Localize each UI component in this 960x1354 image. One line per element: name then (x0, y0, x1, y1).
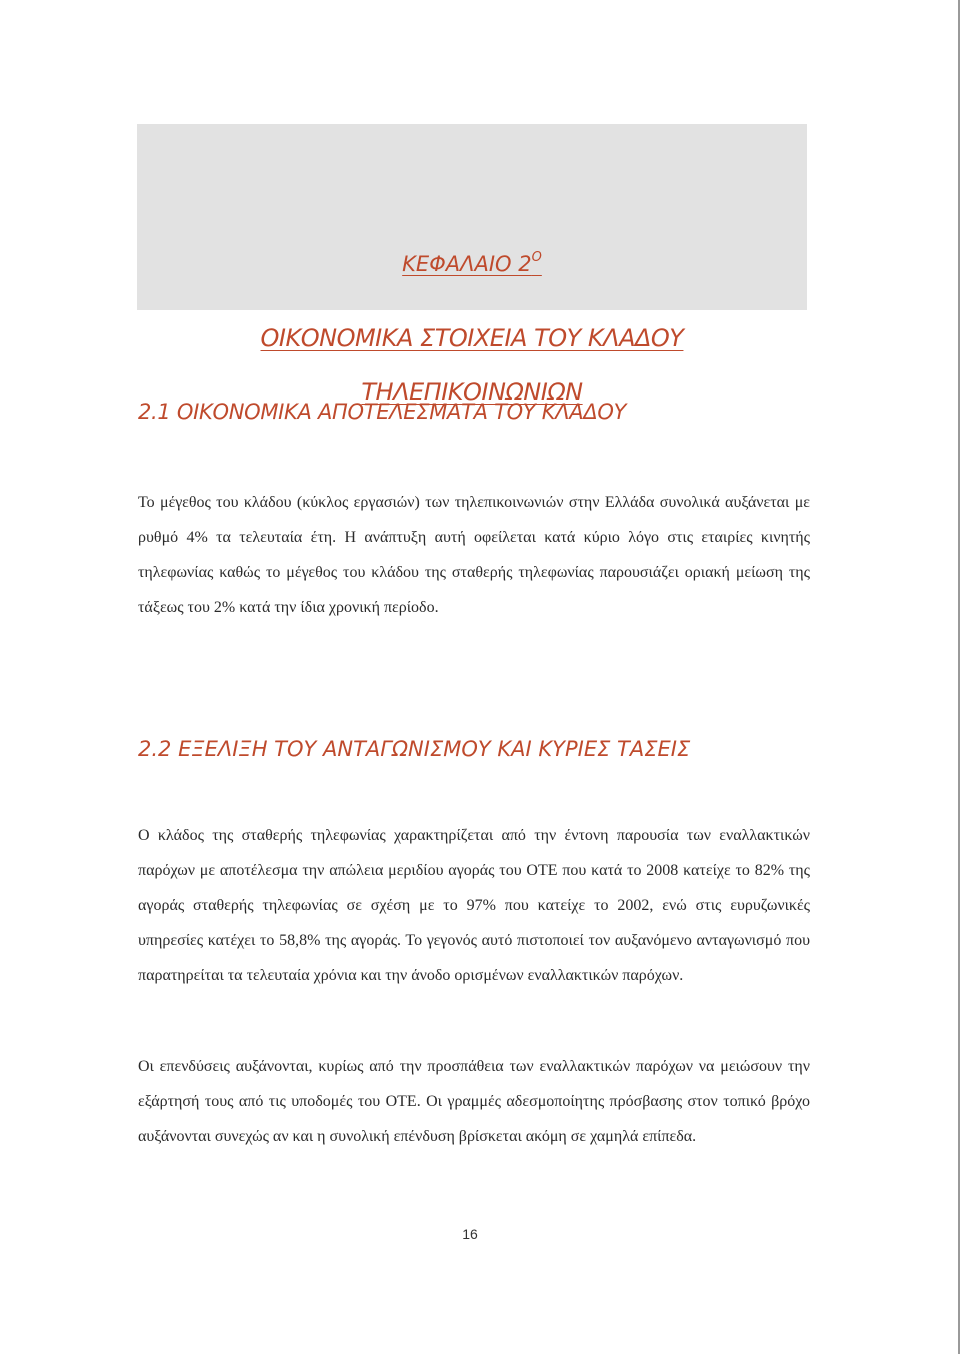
section-heading-2-1: 2.1 ΟΙΚΟΝΟΜΙΚΑ ΑΠΟΤΕΛΕΣΜΑΤΑ ΤΟΥ ΚΛΑΔΟΥ (138, 400, 627, 424)
section-2-1-paragraph: Το μέγεθος του κλάδου (κύκλος εργασιών) των τηλεπικοινωνιών στην Ελλάδα συνολικά αυξάνεται με ρυθμό 4% τα τελευταία έτη. Η ανάπτυξη αυτή οφείλεται κατά κύριο λόγο στις εταιρίες κινητής τηλεφωνίας καθώς το μέγεθος του κλάδου της σταθερής τηλεφωνίας παρουσιάζει οριακή μείωση της τάξεως του 2% κατά την ίδια χρονική περίοδο. (138, 494, 810, 616)
chapter-superscript: Ο (531, 250, 542, 265)
chapter-title-line1: ΟΙΚΟΝΟΜΙΚΑ ΣΤΟΙΧΕΙΑ ΤΟΥ ΚΛΑΔΟΥ (260, 324, 684, 352)
chapter-label (137, 252, 807, 276)
chapter-label-text: ΚΕΦΑΛΑΙΟ 2 (402, 252, 532, 276)
section-2-2-paragraph-1: Ο κλάδος της σταθερής τηλεφωνίας χαρακτηρίζεται από την έντονη παρουσία των εναλλακτικών παρόχων με αποτέλεσμα την απώλεια μεριδίου αγοράς του ΟΤΕ που κατά το 2008 κατείχε το 82% της αγοράς σταθερής τηλεφωνίας σε σχέση με το 97% που κατείχε το 2002, ενώ στις ευρυζωνικές υπηρεσίες κατέχει το 58,8% της αγοράς. Το γεγονός αυτό πιστοποιεί τον αυξανόμενο ανταγωνισμό που παρατηρείται τα τελευταία χρόνια και την άνοδο ορισμένων εναλλακτικών παρόχων. (138, 827, 810, 984)
section-heading-2-2: 2.2 ΕΞΕΛΙΞΗ ΤΟΥ ΑΝΤΑΓΩΝΙΣΜΟΥ ΚΑΙ ΚΥΡΙΕΣ ΤΑΣΕΙΣ (138, 737, 691, 761)
section-2-2-paragraph-2: Οι επενδύσεις αυξάνονται, κυρίως από την προσπάθεια των εναλλακτικών παρόχων να μειώσουν την εξάρτησή τους από τις υποδομές του ΟΤΕ. Οι γραμμές αδεσμοποίητης πρόσβασης στον τοπικό βρόχο αυξάνονται συνεχώς αν και η συνολική επένδυση βρίσκεται ακόμη σε χαμηλά επίπεδα. (138, 1058, 810, 1145)
page-number: 16 (462, 1226, 478, 1242)
chapter-title-line2: ΤΗΛΕΠΙΚΟΙΝΩΝΙΩΝ (361, 378, 583, 406)
chapter-title-band (137, 124, 807, 406)
